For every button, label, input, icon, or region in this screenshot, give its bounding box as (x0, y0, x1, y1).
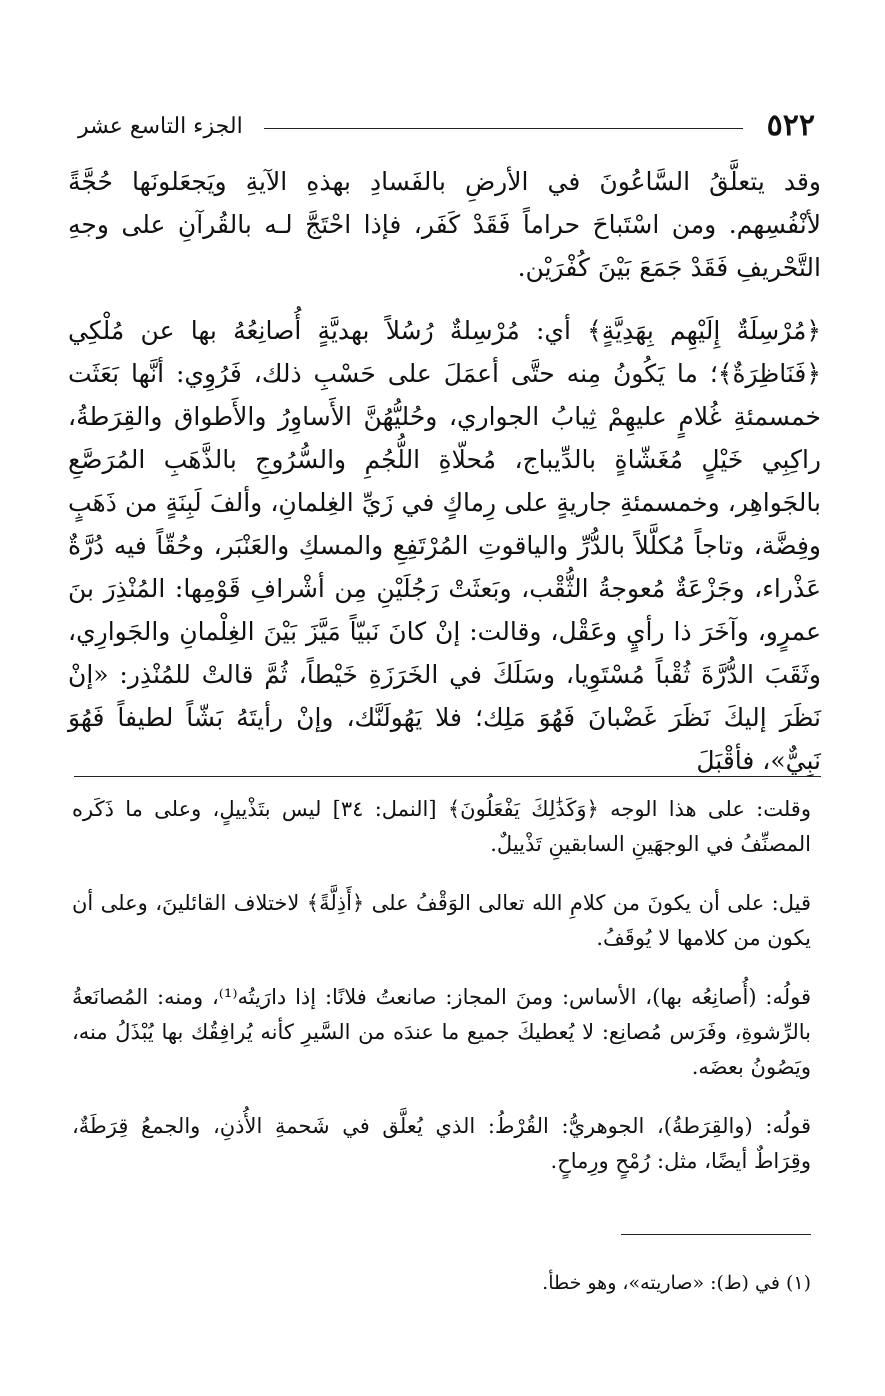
footnote: (١) في (ط): «صاريته»، وهو خطأ. (542, 1272, 811, 1294)
running-title: الجزء التاسع عشر (78, 114, 243, 139)
main-paragraph: وقد يتعلَّقُ السَّاعُونَ في الأرضِ بالفَسادِ بهذهِ الآيةِ ويَجعَلونَها حُجَّةً لأنْفُسِهم. ومن اسْتَباحَ حراماً فَقَدْ كَفَر، فإذا احْتَجَّ لـه بالقُرآنِ على وجهِ التَّحْريفِ فَقَدْ جَمَعَ بَيْنَ كُفْرَيْن. (68, 167, 821, 282)
text-commentary-divider (74, 776, 821, 777)
commentary-section (72, 792, 811, 1203)
commentary-paragraph: قيل: على أن يكونَ من كلامِ الله تعالى الوَقْفُ على ﴿أَذِلَّةً﴾ لاختلاف القائلينَ، وعلى أن يكون من كلامها لا يُوقَفُ. (72, 891, 811, 950)
footnote-divider (621, 1234, 811, 1235)
commentary-paragraph: قولُه: (والقِرَطةُ)، الجوهريُّ: القُرْطُ: الذي يُعلَّق في شَحمةِ الأُذنِ، والجمعُ قِرَطَةٌ، وقِرَاطٌ أيضًا، مثل: رُمْحٍ ورِماحٍ. (72, 1114, 811, 1173)
header-rule (264, 128, 743, 129)
main-paragraph: ﴿مُرْسِلَةٌ إِلَيْهِم بِهَدِيَّةٍ﴾ أي: مُرْسِلةٌ رُسُلاً بهديَّةٍ أُصانِعُهُ بها عن مُلْكِي ﴿فَنَاظِرَةٌ﴾؛ ما يَكُونُ مِنه حتَّى أعمَلَ على حَسْبِ ذلك، فَرُوِي: أنَّها بَعَثَت خمسمئةِ غُلامٍ عليهِمْ ثِيابُ الجواري، وحُليُّهُنَّ الأَساوِرُ والأَطواق والقِرَطةُ، راكِبِي خَيْلٍ مُغَشّاةٍ بالدِّيباج، مُحلّاةِ اللُّجُمِ والسُّرُوجِ بالذَّهَبِ المُرَصَّعِ بالجَواهِر، وخمسمئةِ جاريةٍ على رِماكٍ في زَيِّ الغِلمانِ، وألفَ لَبِنَةٍ من ذَهَبٍ وفِضَّة، وتاجاً مُكلَّلاً بالدُّرِّ والياقوتِ المُرْتَفِعِ والمسكِ والعَنْبَر، وحُقّاً فيه دُرَّةٌ عَذْراء، وجَزْعَةٌ مُعوجةُ الثُّقْب، وبَعثَتْ رَجُلَيْنِ مِن أشْرافِ قَوْمِها: المُنْذِرَ بنَ عمرٍو، وآخَرَ ذا رأيٍ وعَقْل، وقالت: إنْ كانَ نَبيّاً مَيَّزَ بَيْنَ الغِلْمانِ والجَوارِي، وثَقَبَ الدُّرَّةَ ثُقْباً مُسْتَوِيا، وسَلَكَ في الخَرَزَةِ خَيْطاً، ثُمَّ قالتْ للمُنْذِر: «إنْ نَظَرَ إليكَ نَظَرَ غَضْبانَ فَهُوَ مَلِك؛ فلا يَهُولَنَّك، وإنْ رأيتَهُ بَشّاً لطيفاً فَهُوَ نَبِيٌّ»، فأقْبَلَ (68, 316, 821, 775)
main-text (68, 160, 821, 782)
commentary-paragraph: وقلت: على هذا الوجه ﴿وَكَذَٰلِكَ يَفْعَلُونَ﴾ [النمل: ٣٤] ليس بتَذْييلٍ، وعلى ما ذَكَره المصنِّفُ في الوجهَينِ السابقينِ تَذْييلٌ. (72, 797, 811, 856)
page-header (78, 108, 815, 148)
commentary-paragraph: قولُه: (أُصانِعُه بها)، الأساس: ومنَ المجاز: صانعتُ فلانًا: إذا دارَيتُه⁽¹⁾، ومنه: المُصانَعةُ بالرِّشوةِ، وفَرَس مُصانِع: لا يُعطيكَ جميع ما عندَه من السَّيرِ كأنه يُرافِقُك بها يُبْذَلُ منه، ويَصُونُ بعضَه. (72, 985, 811, 1079)
page-number: ٥٢٢ (766, 108, 815, 143)
